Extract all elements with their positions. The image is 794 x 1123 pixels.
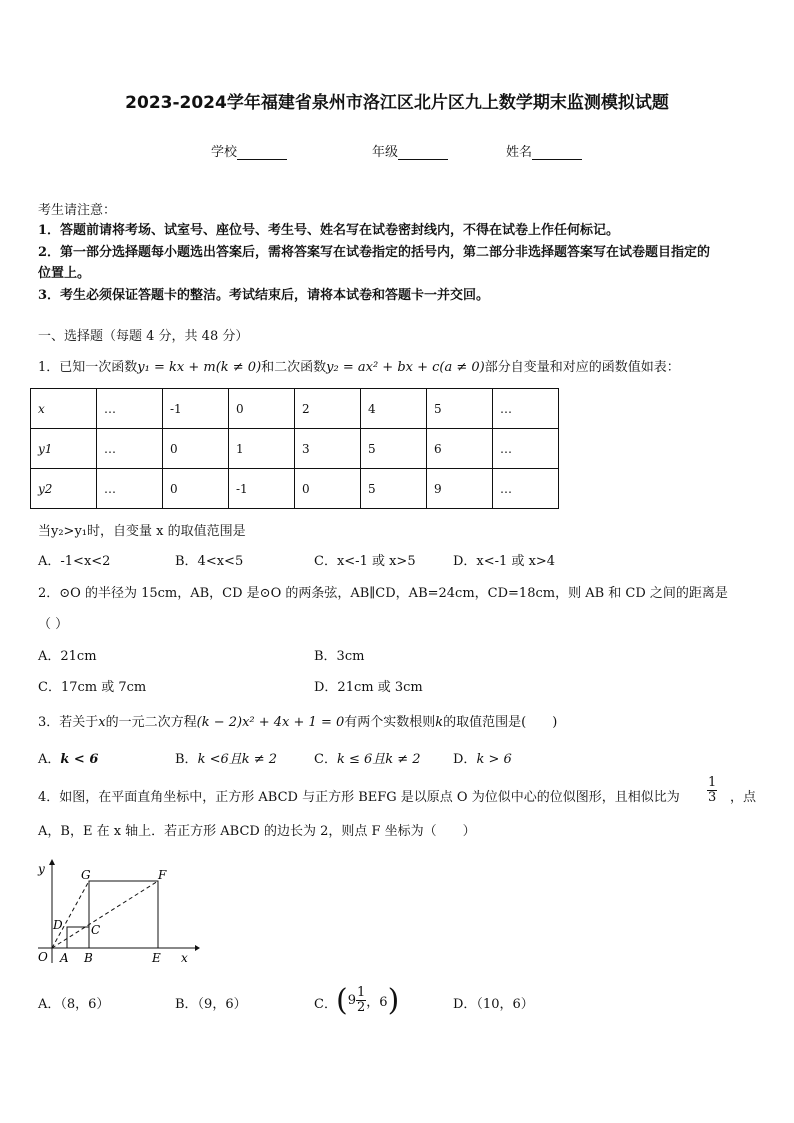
table-cell: 9 [427,469,493,509]
table-row [31,429,559,469]
q4-ratio-num: 1 [708,775,717,790]
q3-post: 有两个实数根则 [344,715,436,730]
q1-option-a[interactable]: A．-1<x<2 [38,554,111,569]
q3-option-d-letter: D． [453,752,477,767]
line-of-f [52,881,158,948]
label-x: x [181,951,188,965]
table-cell: y1 [31,429,97,469]
table-cell: 2 [295,389,361,429]
table-cell: 5 [361,429,427,469]
table-cell: … [493,469,559,509]
x-axis-arrow-icon [195,945,200,951]
label-f: F [158,868,167,882]
table-row [31,469,559,509]
q4-option-c-den: 2 [357,1000,366,1015]
q3-option-a-text: k < 6 [60,752,99,767]
q3-pre: 3．若关于 [38,715,99,730]
table-cell: -1 [229,469,295,509]
y-axis-arrow-icon [49,859,55,865]
q4-option-c-letter: C． [314,997,337,1012]
q1-formula-linear: y₁ = kx + m(k ≠ 0) [137,360,262,375]
table-cell: … [97,429,163,469]
table-cell: 5 [427,389,493,429]
grade-label: 年级 [372,145,399,160]
q3-option-d[interactable] [453,750,512,770]
notice-item-3: 3．考生必须保证答题卡的整洁。考试结束后，请将本试卷和答题卡一并交回。 [38,288,490,303]
page-title: 2023-2024学年福建省泉州市洛江区北片区九上数学期末监测模拟试题 [125,93,669,113]
grade-field [372,141,448,160]
label-a: A [60,951,69,965]
table-cell: … [493,429,559,469]
q3-option-c-text: k ≤ 6且k ≠ 2 [336,752,421,767]
table-cell: 1 [229,429,295,469]
school-field [211,141,287,160]
grade-blank[interactable] [398,145,448,160]
table-cell: 3 [295,429,361,469]
q3-option-b[interactable] [175,750,277,770]
square-befg [89,881,158,948]
q1-mid: 和二次函数 [261,360,327,375]
q1-post: 部分自变量和对应的函数值如表： [484,360,680,375]
q2-stem: 2．⊙O 的半径为 15cm，AB，CD 是⊙O 的两条弦，AB∥CD，AB=24cm，CD=18cm，则 AB 和 CD 之间的距离是 [38,586,728,601]
notice-item-2: 2．第一部分选择题每小题选出答案后，需将答案写在试卷指定的括号内，第二部分非选择题答案写在试卷题目指定的 [38,245,711,260]
table-cell: 6 [427,429,493,469]
label-o: O [38,950,48,964]
q3-option-c-letter: C． [314,752,337,767]
q4-option-a[interactable]: A．（8，6） [38,997,110,1012]
label-d: D [53,918,63,932]
q1-stem [38,358,680,378]
label-e: E [152,951,161,965]
label-g: G [81,868,91,882]
q3-var-x: x [98,715,106,730]
q4-figure [30,855,200,970]
q4-stem-line1: 4．如图，在平面直角坐标中，正方形 ABCD 与正方形 BEFG 是以原点 O 为位似中心的位似图形，且相似比为 [38,790,680,805]
q1-option-b[interactable]: B．4<x<5 [175,554,244,569]
q1-condition: 当y₂>y₁时，自变量 x 的取值范围是 [38,524,246,539]
notice-heading: 考生请注意： [38,203,117,218]
q4-ratio-den: 3 [708,790,717,805]
q1-option-c[interactable]: C．x<-1 或 x>5 [314,554,416,569]
q4-ratio [707,776,717,805]
table-cell: -1 [163,389,229,429]
table-cell: y2 [31,469,97,509]
q3-mid: 的一元二次方程 [105,715,197,730]
q3-option-b-text: k <6且k ≠ 2 [197,752,278,767]
q4-option-d[interactable]: D．（10，6） [453,997,534,1012]
label-b: B [84,951,93,965]
name-blank[interactable] [532,145,582,160]
school-blank[interactable] [237,145,287,160]
square-abcd [67,927,89,948]
q3-equation: (k − 2)x² + 4x + 1 = 0 [196,715,345,730]
notice-item-2-cont: 位置上。 [38,266,91,281]
q3-stem [38,713,557,733]
label-y: y [38,862,45,876]
q3-option-a[interactable] [38,750,98,770]
q4-option-c[interactable] [314,995,337,1015]
q2-paren: （ ） [38,617,69,632]
line-of-g [52,881,89,948]
q3-option-c[interactable] [314,750,421,770]
table-cell: … [97,469,163,509]
name-label: 姓名 [506,145,533,160]
table-cell: 0 [229,389,295,429]
q3-var-k: k [435,715,444,730]
section-heading: 一、选择题（每题 4 分，共 48 分） [38,329,249,344]
q2-option-c[interactable]: C．17cm 或 7cm [38,680,147,695]
q4-option-c-num: 1 [357,985,366,1000]
q4-option-c-whole: 9 [347,993,356,1008]
q2-option-d[interactable]: D．21cm 或 3cm [314,680,423,695]
q4-stem-line2: A，B，E 在 x 轴上．若正方形 ABCD 的边长为 2，则点 F 坐标为（ ） [38,824,476,839]
table-cell: 4 [361,389,427,429]
table-cell: … [97,389,163,429]
q4-option-c-tail: ，6 [366,995,388,1010]
q4-stem-line1-end: ，点 [730,790,757,805]
notice-item-1: 1．答题前请将考场、试室号、座位号、考生号、姓名写在试卷密封线内，不得在试卷上作任何标记。 [38,223,620,238]
table-cell: x [31,389,97,429]
q1-formula-quadratic: y₂ = ax² + bx + c(a ≠ 0) [326,360,485,375]
q2-option-a[interactable]: A．21cm [38,649,97,664]
table-row [31,389,559,429]
q2-option-b[interactable]: B．3cm [314,649,365,664]
q3-option-d-text: k > 6 [476,752,512,767]
table-cell: 0 [163,429,229,469]
q4-option-b[interactable]: B．（9，6） [175,997,247,1012]
table-cell: … [493,389,559,429]
q3-option-a-letter: A． [38,752,61,767]
q3-option-b-letter: B． [175,752,198,767]
label-c: C [91,923,101,937]
table-cell: 5 [361,469,427,509]
q3-post2: 的取值范围是( ) [443,715,558,730]
table-cell: 0 [295,469,361,509]
q1-value-table [30,388,559,509]
school-label: 学校 [211,145,238,160]
name-field [506,141,582,160]
table-cell: 0 [163,469,229,509]
q1-pre: 1．已知一次函数 [38,360,138,375]
q4-option-c-value: (9 $\frac{1}{2}$ ，6) [336,983,400,1018]
q1-option-d[interactable]: D．x<-1 或 x>4 [453,554,556,569]
